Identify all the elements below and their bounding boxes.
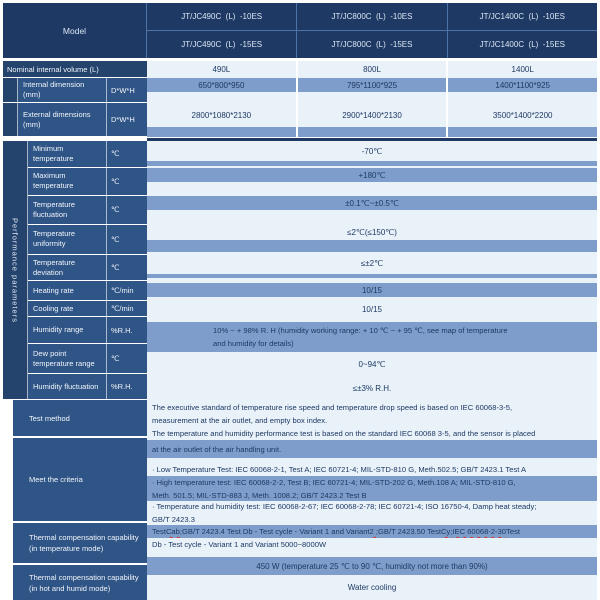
row-label: Minimum temperature [28,141,107,167]
value-row-internal [147,78,597,103]
criteria-line3: Meth. 501.5; MIL-STD-883 J, Meth. 1008.2; GB/T 2423.2 Test B [152,490,367,500]
performance-group-label: Performance parameters [10,217,20,323]
value-temp-deviation: ≤±2℃ [147,252,597,274]
filler-band [298,127,447,137]
row-label: Temperature fluctuation [28,196,107,224]
model-1400c-10es: JT/JC1400C (L) -10ES [479,12,565,21]
value-test-method [147,400,597,440]
row-label-humidity-fluctuation [28,374,147,399]
unit-cell: ℃ [107,255,147,281]
filler-band [448,92,597,103]
row-label-temp-uniformity [28,225,147,255]
value-temp-fluctuation: ±0.1℃~±0.5℃ [147,196,597,210]
model-1400c-15es: JT/JC1400C (L) -15ES [479,40,565,49]
row-label-internal-dimension [3,78,147,103]
humidity-range-line1: 10% ~ + 98% R. H (humidity working range: + 10 ℃ ~ + 95 ℃, see map of temperature [213,326,508,335]
value-area [147,61,597,600]
value-row-external [147,103,597,137]
row-label: External dimensions (mm) [18,103,107,136]
row-label-heating-rate [28,281,147,301]
unit-cell: ℃/min [107,281,147,300]
filler-band [147,127,296,137]
value-humidity-range [147,322,597,352]
value-thermal-temp-line1 [147,525,597,538]
thermal-text: Test [506,527,520,536]
red-squiggle-text: Cab; [165,527,182,536]
row-label: Dew point temperature range [28,344,107,373]
row-label-test-method: Test method [13,400,147,438]
test-method-line3: The temperature and humidity performance test is based on the standard IEC 60068 3-5, and the sensor is placed [152,428,536,438]
model-800c-15es: JT/JC800C (L) -15ES [297,31,447,58]
filler-band [147,210,597,225]
value-test-method-line4: at the air outlet of the air handling unit. [147,440,597,458]
group-strip [3,78,18,102]
performance-group [3,141,147,400]
value-cooling-rate: 10/15 [147,297,597,322]
row-label: Heating rate [28,281,107,300]
thermal-text: Test [152,527,166,536]
row-label-meet-criteria: Meet the criteria [13,438,147,523]
row-label: Temperature uniformity [28,225,107,254]
unit-cell: ℃ [107,344,147,373]
criteria-line5: GB/T 2423.3 [152,515,195,524]
row-label-thermal-humid: Thermal compensation capability (in hot and humid mode) [13,565,147,600]
value-cell: 2900*1400*2130 [298,103,447,127]
unit-cell: D*W*H [107,78,147,102]
row-label-cooling-rate [28,301,147,317]
value-row-volume [147,61,597,78]
performance-rows [28,141,147,399]
model-header-cell: Model [3,3,147,58]
model-columns [147,3,597,58]
unit-cell: ℃ [107,141,147,167]
value-heating-rate: 10/15 [147,283,597,297]
row-label: Humidity fluctuation [28,374,107,399]
value-thermal-power: 450 W (temperature 25 ℃ to 90 ℃, humidity not more than 90%) [147,557,597,575]
row-label-temp-fluctuation [28,196,147,225]
row-label-volume: Nominal internal volume (L) [3,61,147,78]
test-method-line1: The executive standard of temperature rise speed and temperature drop speed is based on IEC 60068-3-5, [152,402,513,412]
value-cell: 800L [298,61,447,78]
value-cell: 3500*1400*2200 [448,103,597,127]
table-header [3,3,597,58]
value-cell: 1400*1100*925 [448,78,597,92]
row-label-temp-deviation [28,255,147,282]
value-criteria-temp-humidity [147,501,597,525]
test-method-line2: measurement at the air outlet, and empty box index. [152,415,328,425]
filler-band [147,182,597,196]
row-label-humidity-range [28,317,147,344]
filler-band [147,92,296,103]
value-max-temp: +180℃ [147,168,597,182]
model-row-15es [147,31,597,58]
value-cell: 2800*1080*2130 [147,103,296,127]
unit-cell: ℃ [107,196,147,224]
value-dew-point: 0~94℃ [147,352,597,377]
value-humidity-fluctuation: ≤±3% R.H. [147,377,597,400]
value-min-temp: -70℃ [147,141,597,161]
row-label-thermal-temp: Thermal compensation capability (in temperature mode) [13,523,147,565]
unit-cell: ℃ [107,168,147,195]
value-cell: 1400L [448,61,597,78]
value-criteria-low-temp: · Low Temperature Test: IEC 60068-2-1, Test A; IEC 60721-4; MIL-STD-810 G, Meth.502.5; GB/T 2423.1 Test A [147,463,597,476]
red-squiggle-text: Cy; [441,527,453,536]
row-label-max-temp [28,168,147,196]
row-label: Humidity range [28,317,107,343]
red-squiggle-text: 2 ; [369,527,378,536]
value-cell: 795*1100*925 [298,78,447,92]
row-label: Temperature deviation [28,255,107,281]
value-criteria-high-temp [147,476,597,501]
unit-cell: D*W*H [107,103,147,136]
humidity-range-line2: and humidity for details) [213,339,294,348]
unit-cell: %R.H. [107,317,147,343]
filler-band [147,240,597,252]
row-label: Cooling rate [28,301,107,316]
thermal-text: GB/T 2423.50 Test [377,527,442,536]
row-label: Internal dimension (mm) [18,78,107,102]
filler-band [448,127,597,137]
value-cooling-method: Water cooling [147,575,597,600]
row-label-external-dimension [3,103,147,137]
group-strip [3,103,18,136]
value-temp-uniformity: ≤2℃(≤150℃) [147,225,597,240]
unit-cell: ℃/min [107,301,147,316]
row-label: Maximum temperature [28,168,107,195]
model-800c-10es: JT/JC800C (L) -10ES [297,3,447,30]
model-490c-15es: JT/JC490C (L) -15ES [147,31,297,58]
value-cell: 490L [147,61,296,78]
performance-group-strip [3,141,28,399]
unit-cell: ℃ [107,225,147,254]
unit-cell: %R.H. [107,374,147,399]
filler-band [147,550,597,557]
filler-band [298,92,447,103]
value-thermal-temp-line2: Db - Test cycle - Variant 1 and Variant 5000~8000W [147,538,597,550]
row-label-dew-point [28,344,147,374]
model-490c-10es: JT/JC490C (L) -10ES [147,3,297,30]
criteria-line2: · High temperature test: IEC 60068-2-2, Test B; IEC 60721-4; MIL-STD-202 G, Meth.108 A; MIL-STD-810 G, [152,477,516,487]
criteria-line4: · Temperature and humidity test: IEC 60068-2-67; IEC 60068-2-78; IEC 60721-4; ISO 16750-4, Damp heat steady; [152,502,537,511]
red-squiggle-text: IEC 60068-2-30 [452,527,507,536]
row-label-min-temp [28,141,147,168]
spec-table [3,3,597,600]
label-column [3,61,147,600]
model-row-10es [147,3,597,31]
value-cell: 650*800*950 [147,78,296,92]
thermal-text: GB/T 2423.4 Test Db - Test cycle - Variant 1 and Variant [181,527,370,536]
table-body [3,61,597,600]
